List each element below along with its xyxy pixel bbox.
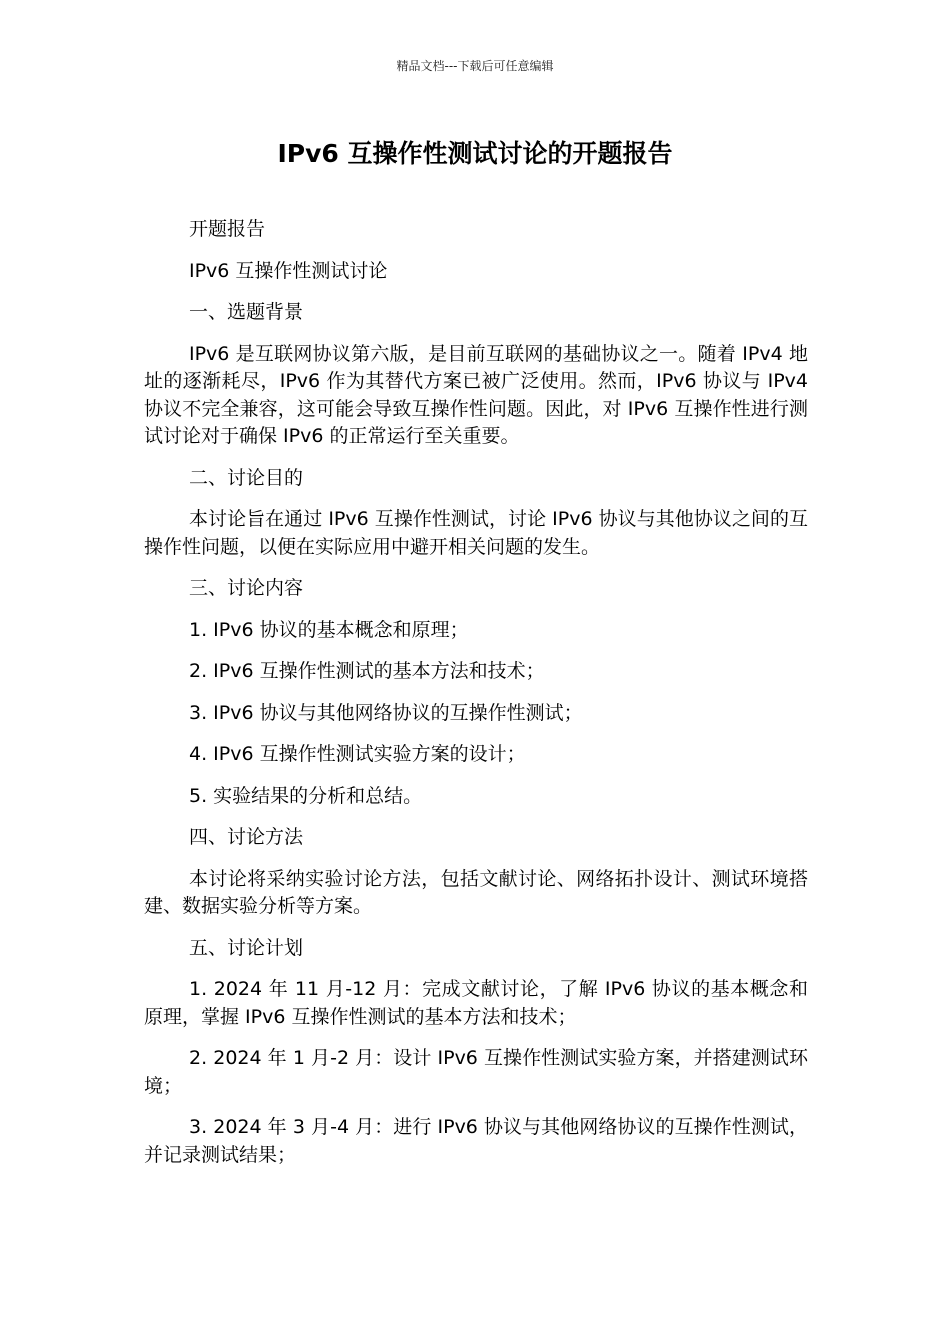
header-note: 精品文档---下载后可任意编辑: [396, 59, 554, 73]
section-heading-background: 一、选题背景: [189, 301, 304, 323]
content-item-2: 2. IPv6 互操作性测试的基本方法和技术；: [189, 660, 545, 682]
content-item-5: 5. 实验结果的分析和总结。: [189, 784, 423, 807]
content-item-4: 4. IPv6 互操作性测试实验方案的设计；: [189, 743, 526, 765]
document-body: [144, 216, 808, 1183]
label-topic: IPv6 互操作性测试讨论: [189, 259, 388, 282]
section-heading-plan: 五、讨论计划: [189, 936, 304, 959]
label-kaiti-baogao: 开题报告: [189, 218, 266, 240]
section-heading-content: 三、讨论内容: [189, 577, 304, 599]
plan-item-3: 3. 2024 年 3 月-4 月：进行 IPv6 协议与其他网络协议的互操作性测试，并记录测试结果；: [144, 1116, 808, 1166]
content-item-1: 1. IPv6 协议的基本概念和原理；: [189, 618, 469, 641]
paragraph-purpose: 本讨论旨在通过 IPv6 互操作性测试，讨论 IPv6 协议与其他协议之间的互操作性问题，以便在实际应用中避开相关问题的发生。: [144, 508, 808, 558]
content-item-3: 3. IPv6 协议与其他网络协议的互操作性测试；: [189, 701, 583, 724]
section-heading-purpose: 二、讨论目的: [189, 466, 304, 489]
plan-item-1: 1. 2024 年 11 月-12 月：完成文献讨论，了解 IPv6 协议的基本概念和原理，掌握 IPv6 互操作性测试的基本方法和技术；: [144, 978, 808, 1028]
section-heading-method: 四、讨论方法: [189, 826, 304, 848]
paragraph-background: IPv6 是互联网协议第六版，是目前互联网的基础协议之一。随着 IPv4 地址的逐渐耗尽，IPv6 作为其替代方案已被广泛使用。然而，IPv6 协议与 IPv4 协议不完全兼容，这可能会导致互操作性问题。因此，对 IPv6 互操作性进行测试讨论对于确保 IPv6 的正常运行至关重要。: [144, 342, 808, 447]
paragraph-method: 本讨论将采纳实验讨论方法，包括文献讨论、网络拓扑设计、测试环境搭建、数据实验分析等方案。: [144, 867, 808, 917]
document-title: IPv6 互操作性测试讨论的开题报告: [277, 139, 673, 168]
plan-item-2: 2. 2024 年 1 月-2 月：设计 IPv6 互操作性测试实验方案，并搭建测试环境；: [144, 1047, 808, 1097]
